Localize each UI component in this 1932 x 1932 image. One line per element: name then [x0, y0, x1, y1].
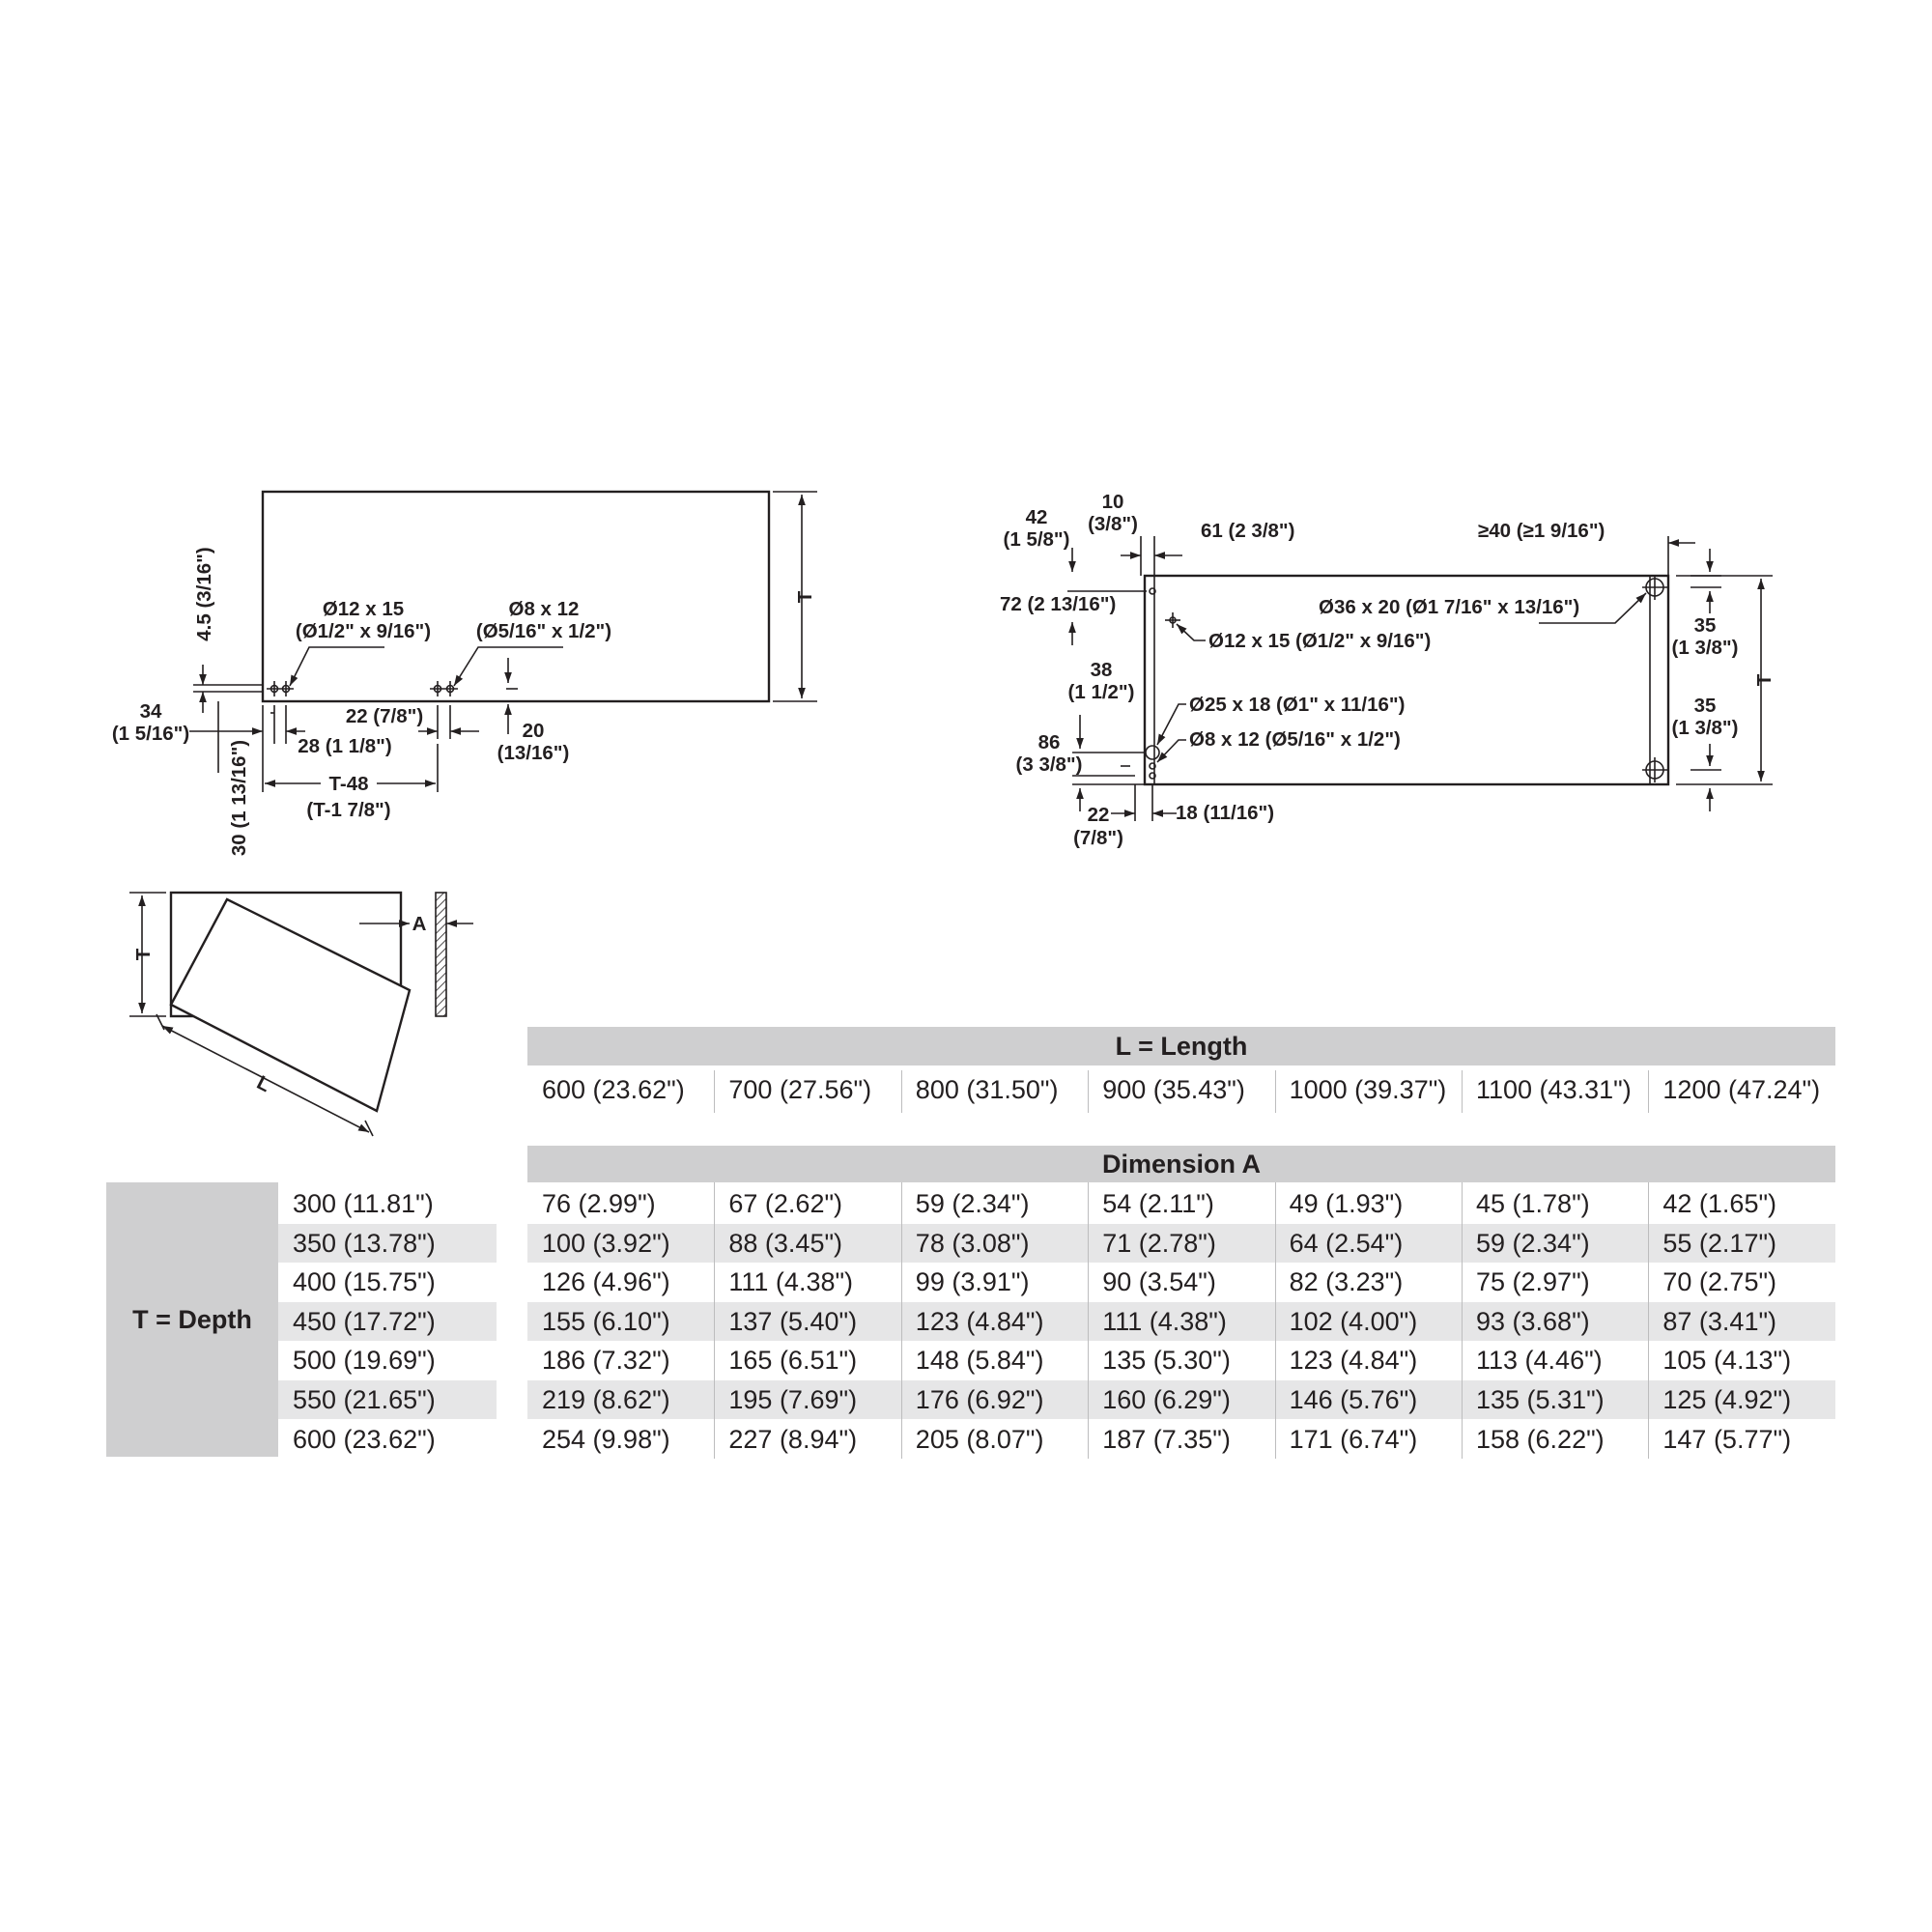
top-view-drawing	[112, 492, 817, 856]
dimension-a-cell: 195 (7.69")	[728, 1385, 858, 1414]
dim-72-label: 72 (2 13/16")	[1000, 593, 1117, 615]
dim-35-lower-label-inch: (1 3/8")	[1671, 717, 1739, 739]
column-separator	[1648, 1182, 1649, 1459]
small-A-label: A	[412, 913, 427, 935]
dim-20-label: 20	[522, 720, 545, 742]
dimension-a-cell: 146 (5.76")	[1289, 1385, 1418, 1414]
dimension-a-cell: 147 (5.77")	[1662, 1424, 1792, 1454]
depth-cell: 500 (19.69")	[293, 1346, 436, 1376]
dimension-a-cell: 49 (1.93")	[1289, 1189, 1404, 1218]
dimension-a-cell: 59 (2.34")	[1476, 1228, 1590, 1258]
depth-cell: 400 (15.75")	[293, 1267, 436, 1297]
hole-12-label: Ø12 x 15 (Ø1/2" x 9/16")	[1208, 630, 1432, 652]
dim-40-label: ≥40 (≥1 9/16")	[1478, 520, 1605, 542]
dimension-a-cell: 186 (7.32")	[542, 1346, 670, 1376]
hole-8-label: Ø8 x 12 (Ø5/16" x 1/2")	[1189, 728, 1401, 751]
dimension-a-cell: 123 (4.84")	[1289, 1346, 1418, 1376]
dimension-a-cell: 102 (4.00")	[1289, 1306, 1418, 1336]
dimension-a-cell: 88 (3.45")	[728, 1228, 843, 1258]
dimension-a-cell: 160 (6.29")	[1102, 1385, 1231, 1414]
depth-cell: 350 (13.78")	[293, 1228, 436, 1258]
small-L-label: L	[253, 1071, 274, 1097]
depth-cell: 450 (17.72")	[293, 1306, 436, 1336]
dimension-a-cell: 125 (4.92")	[1662, 1385, 1792, 1414]
dim-86-label-inch: (3 3/8")	[1015, 753, 1083, 776]
dim-22-right-label: 22	[1087, 804, 1110, 826]
dimension-a-cell: 90 (3.54")	[1102, 1267, 1216, 1297]
dim-28-label: 28 (1 1/8")	[298, 735, 392, 757]
dim-22-label: 22 (7/8")	[345, 705, 424, 727]
dimension-a-cell: 165 (6.51")	[728, 1346, 858, 1376]
length-cell: 900 (35.43")	[1102, 1075, 1245, 1104]
dim-34-label: 34	[139, 700, 162, 723]
column-separator	[714, 1182, 715, 1459]
top-view-panel	[263, 492, 769, 701]
dimension-a-cell: 171 (6.74")	[1289, 1424, 1418, 1454]
dimension-a-cell: 137 (5.40")	[728, 1306, 858, 1336]
dimension-a-cell: 82 (3.23")	[1289, 1267, 1404, 1297]
dimension-a-cell: 227 (8.94")	[728, 1424, 858, 1454]
length-cell: 1000 (39.37")	[1289, 1075, 1447, 1104]
front-view-drawing	[1000, 491, 1776, 849]
dimension-a-cell: 71 (2.78")	[1102, 1228, 1216, 1258]
dim-10-label-inch: (3/8")	[1088, 513, 1138, 535]
dimension-a-cell: 87 (3.41")	[1662, 1306, 1777, 1336]
depth-header-label: T = Depth	[132, 1304, 252, 1334]
hole-25-label: Ø25 x 18 (Ø1" x 11/16")	[1189, 694, 1406, 716]
dimension-a-cell: 176 (6.92")	[915, 1385, 1044, 1414]
dimension-a-cell: 126 (4.96")	[542, 1267, 670, 1297]
column-separator	[1462, 1182, 1463, 1459]
dim-T48-label: T-48	[328, 773, 369, 795]
dimension-a-cell: 205 (8.07")	[915, 1424, 1044, 1454]
rotated-panel	[171, 899, 410, 1111]
column-separator	[1275, 1182, 1276, 1459]
dimension-a-cell: 78 (3.08")	[915, 1228, 1030, 1258]
dimension-a-cell: 45 (1.78")	[1476, 1189, 1590, 1218]
column-separator	[1088, 1182, 1089, 1459]
top-hole-small-label: Ø8 x 12	[508, 598, 580, 620]
wall-hatch	[436, 893, 446, 1016]
depth-cell: 550 (21.65")	[293, 1385, 436, 1414]
dimension-a-cell: 67 (2.62")	[728, 1189, 843, 1218]
length-cell: 700 (27.56")	[728, 1075, 872, 1104]
length-cell: 600 (23.62")	[542, 1075, 685, 1104]
dimension-a-cell: 70 (2.75")	[1662, 1267, 1777, 1297]
dim-38-label: 38	[1090, 659, 1113, 681]
dimension-a-cell: 75 (2.97")	[1476, 1267, 1590, 1297]
dim-61-label: 61 (2 3/8")	[1201, 520, 1295, 542]
column-separator	[1275, 1070, 1276, 1113]
column-separator	[1088, 1070, 1089, 1113]
dimension-a-cell: 54 (2.11")	[1102, 1189, 1214, 1218]
dim-35-lower-label: 35	[1693, 695, 1717, 717]
dim-22-right-label-inch: (7/8")	[1073, 827, 1123, 849]
dim-4-5-label: 4.5 (3/16")	[193, 547, 215, 641]
dim-42-label-inch: (1 5/8")	[1003, 528, 1070, 551]
column-separator	[714, 1070, 715, 1113]
dim-T48-label-inch: (T-1 7/8")	[306, 799, 391, 821]
dim-86-label: 86	[1037, 731, 1061, 753]
hole-36-label: Ø36 x 20 (Ø1 7/16" x 13/16")	[1319, 596, 1580, 618]
dimension-a-cell: 59 (2.34")	[915, 1189, 1030, 1218]
top-hole-large-label: Ø12 x 15	[322, 598, 405, 620]
column-separator	[1648, 1070, 1649, 1113]
dimension-a-header: Dimension A	[527, 1146, 1835, 1182]
dimension-a-cell: 42 (1.65")	[1662, 1189, 1777, 1218]
dim-35-upper-label: 35	[1693, 614, 1717, 637]
dimension-a-cell: 64 (2.54")	[1289, 1228, 1404, 1258]
small-T-label: T	[132, 948, 155, 961]
dimension-a-cell: 254 (9.98")	[542, 1424, 670, 1454]
dim-42-label: 42	[1025, 506, 1048, 528]
depth-cell: 300 (11.81")	[293, 1189, 434, 1218]
top-hole-large-label-inch: (Ø1/2" x 9/16")	[295, 620, 432, 642]
dimension-a-cell: 158 (6.22")	[1476, 1424, 1605, 1454]
top-view-T-label: T	[794, 590, 816, 604]
top-hole-small-label-inch: (Ø5/16" x 1/2")	[475, 620, 612, 642]
depth-header	[106, 1182, 278, 1457]
dim-18-label: 18 (11/16")	[1176, 802, 1275, 824]
column-separator	[901, 1182, 902, 1459]
dimension-a-cell: 148 (5.84")	[915, 1346, 1044, 1376]
dimension-a-cell: 135 (5.31")	[1476, 1385, 1605, 1414]
dim-20-label-inch: (13/16")	[497, 742, 570, 764]
length-header: L = Length	[527, 1027, 1835, 1065]
depth-cell: 600 (23.62")	[293, 1424, 436, 1454]
dimension-a-cell: 105 (4.13")	[1662, 1346, 1792, 1376]
dim-35-upper-label-inch: (1 3/8")	[1671, 637, 1739, 659]
length-cell: 1100 (43.31")	[1476, 1075, 1632, 1104]
dimension-a-cell: 99 (3.91")	[915, 1267, 1030, 1297]
column-separator	[901, 1070, 902, 1113]
column-separator	[1462, 1070, 1463, 1113]
dim-10-label: 10	[1101, 491, 1124, 513]
dimension-a-cell: 135 (5.30")	[1102, 1346, 1231, 1376]
dimension-a-cell: 123 (4.84")	[915, 1306, 1044, 1336]
dimension-a-cell: 100 (3.92")	[542, 1228, 670, 1258]
swing-clearance-drawing	[129, 893, 473, 1136]
dimension-a-cell: 187 (7.35")	[1102, 1424, 1231, 1454]
front-view-T-label: T	[1753, 673, 1776, 687]
dimension-a-cell: 155 (6.10")	[542, 1306, 670, 1336]
hole-icon	[1146, 746, 1159, 759]
dim-30-label: 30 (1 13/16")	[228, 739, 250, 857]
dimension-a-cell: 113 (4.46")	[1476, 1346, 1603, 1376]
dimension-a-cell: 111 (4.38")	[1102, 1306, 1227, 1336]
dim-38-label-inch: (1 1/2")	[1067, 681, 1135, 703]
dimension-a-cell: 93 (3.68")	[1476, 1306, 1590, 1336]
dimension-a-cell: 55 (2.17")	[1662, 1228, 1777, 1258]
dimension-a-cell: 111 (4.38")	[728, 1267, 854, 1297]
dimension-a-cell: 76 (2.99")	[542, 1189, 656, 1218]
length-cell: 800 (31.50")	[915, 1075, 1059, 1104]
length-cell: 1200 (47.24")	[1662, 1075, 1821, 1104]
dim-34-label-inch: (1 5/16")	[111, 723, 190, 745]
dimension-a-cell: 219 (8.62")	[542, 1385, 670, 1414]
